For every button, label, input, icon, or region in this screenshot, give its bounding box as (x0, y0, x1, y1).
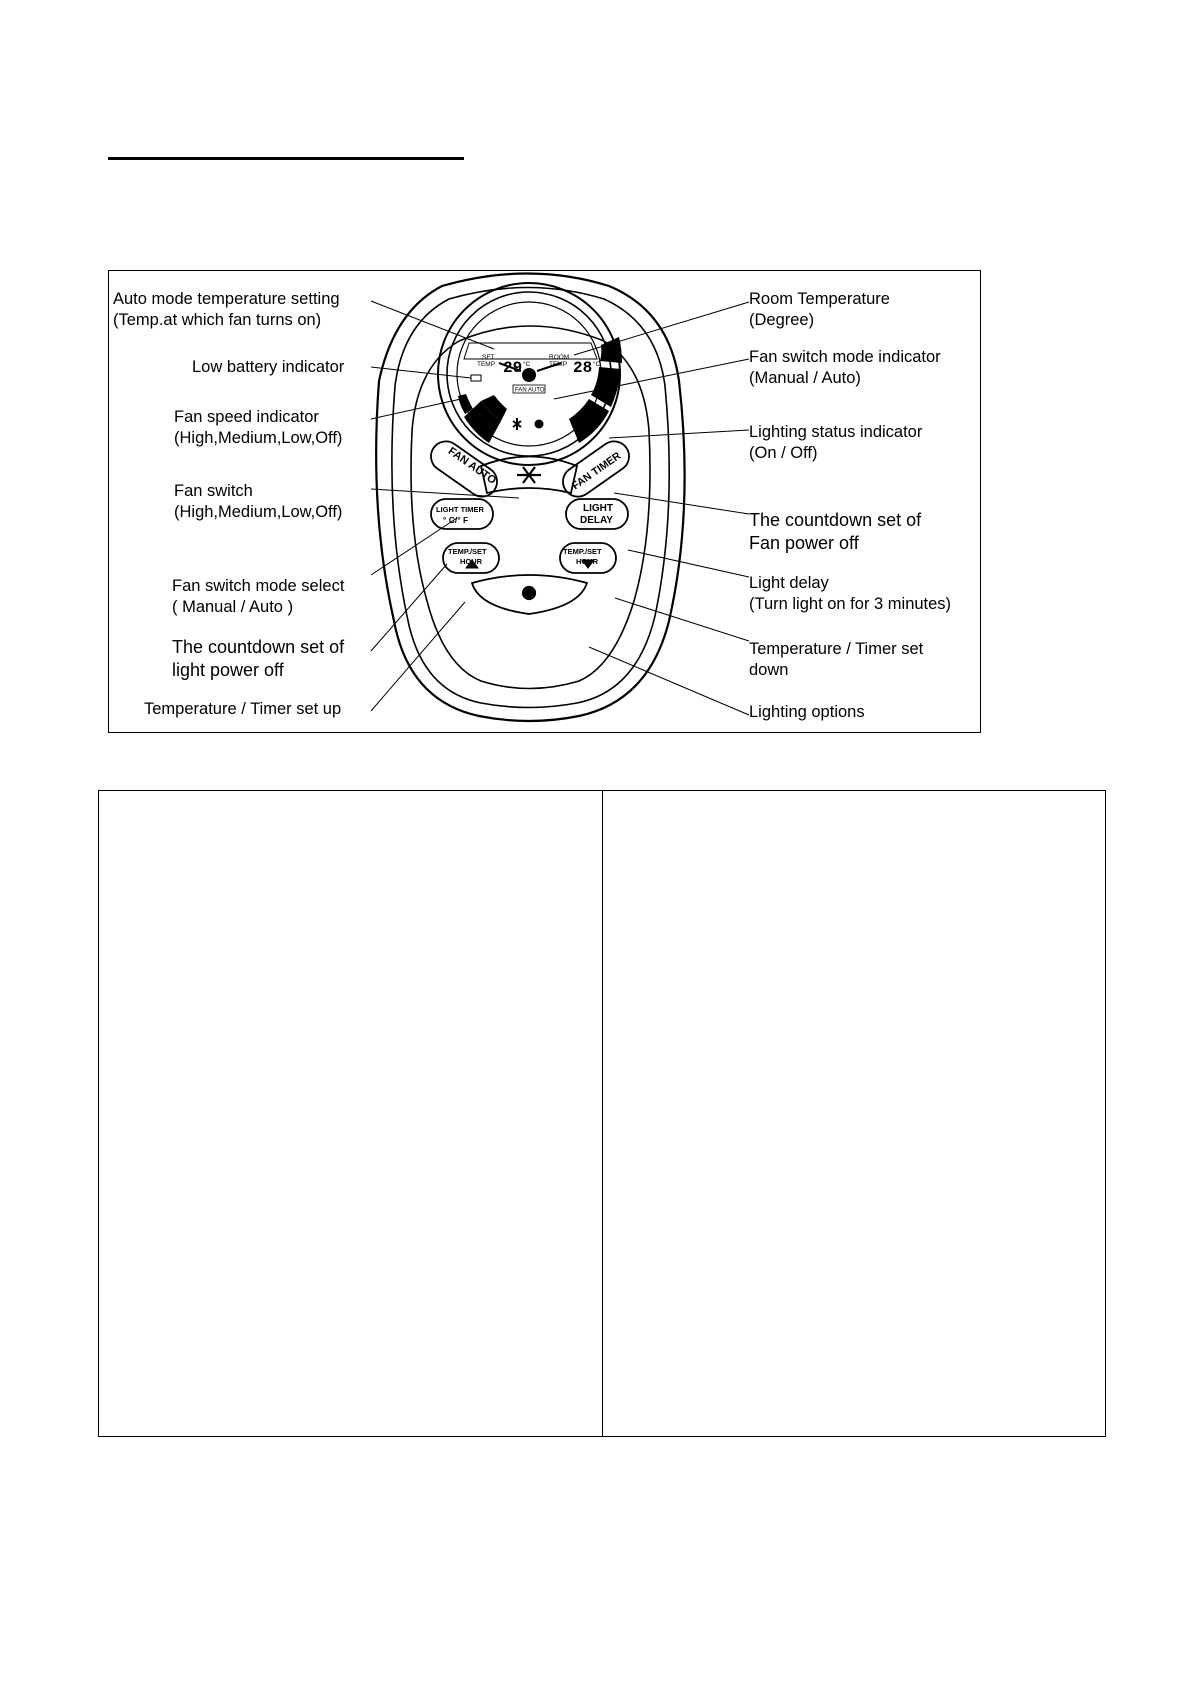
label-light-delay (749, 573, 951, 615)
label-lighting-options (749, 702, 865, 723)
label-line: ( Manual / Auto ) (172, 598, 294, 616)
label-line: Lighting status indicator (749, 423, 923, 441)
label-line: (Turn light on for 3 minutes) (749, 595, 952, 613)
label-temp-timer-up (144, 699, 341, 720)
temp-up-button-label-2: HOUR (460, 557, 483, 566)
fan-speed-bars (458, 394, 507, 443)
section-title-underline (108, 157, 464, 160)
remote-control-diagram (108, 270, 981, 733)
bulb-glyph-icon (536, 421, 543, 428)
temp-down-button-label-1: TEMP./SET (563, 547, 602, 556)
leader-light-timer (371, 564, 447, 651)
table-cell-right (602, 791, 1106, 1436)
label-line: (Manual / Auto) (749, 369, 861, 387)
label-line: Low battery indicator (192, 358, 345, 376)
lighting-options-glyph-icon (523, 587, 535, 599)
label-line: Fan switch (174, 482, 253, 500)
light-timer-button-label: LIGHT TIMER (436, 505, 484, 514)
room-temp-label: ROOM TEMP (549, 354, 570, 368)
fan-auto-button-label: FAN AUTO (445, 445, 499, 487)
label-line: (High,Medium,Low,Off) (174, 503, 343, 521)
fan-glyph-icon (513, 418, 521, 430)
label-low-battery (192, 357, 344, 378)
label-line: Fan switch mode select (172, 577, 345, 595)
table-cell-left (99, 791, 602, 1436)
label-line: Fan speed indicator (174, 408, 319, 426)
label-line: Fan power off (749, 533, 859, 553)
label-fan-speed (174, 407, 342, 449)
set-temp-label: SET TEMP (477, 354, 496, 368)
label-line: (Temp.at which fan turns on) (113, 311, 322, 329)
leader-temp-down (615, 598, 749, 641)
label-fan-countdown (749, 509, 921, 555)
label-line: (High,Medium,Low,Off) (174, 429, 343, 447)
label-line: Temperature / Timer set up (144, 700, 342, 718)
label-line: down (749, 661, 789, 679)
leader-low-battery (371, 367, 471, 378)
room-temp-unit: °C (593, 361, 601, 368)
leader-fan-timer (614, 493, 749, 514)
label-line: Temperature / Timer set (749, 640, 924, 658)
leader-lighting-status (609, 430, 749, 438)
label-light-countdown (172, 636, 344, 682)
label-auto-temp-setting (113, 289, 340, 331)
label-line: (Degree) (749, 311, 815, 329)
label-line: The countdown set of (172, 637, 345, 657)
temp-up-button-label-1: TEMP./SET (448, 547, 487, 556)
fan-switch-glyph-icon (517, 467, 541, 483)
fan-auto-badge-text: FAN AUTO (515, 387, 545, 394)
label-line: Auto mode temperature setting (113, 290, 340, 308)
battery-icon (471, 375, 481, 381)
label-mode-indicator (749, 347, 941, 389)
label-mode-select (172, 576, 344, 618)
leader-light-delay (628, 550, 749, 577)
set-temp-unit: °C (523, 361, 531, 368)
label-fan-switch (174, 481, 342, 523)
label-line: Light delay (749, 574, 829, 592)
temp-down-button-label-2: HOUR (576, 557, 599, 566)
light-timer-unit-label: ° C/° F (443, 515, 469, 525)
room-temp-value: 28 (573, 359, 593, 377)
light-delay-button-label-2: DELAY (580, 515, 613, 526)
label-line: light power off (172, 660, 284, 680)
label-line: Lighting options (749, 703, 865, 721)
label-line: Room Temperature (749, 290, 890, 308)
label-lighting-status (749, 422, 922, 464)
empty-two-column-table (98, 790, 1106, 1437)
label-room-temp (749, 289, 890, 331)
label-line: Fan switch mode indicator (749, 348, 941, 366)
remote-inner-shell (392, 288, 669, 708)
label-line: (On / Off) (749, 444, 818, 462)
label-temp-timer-down (749, 639, 923, 681)
display-glyphs (513, 418, 543, 430)
label-line: The countdown set of (749, 510, 922, 530)
set-temp-value: 29 (503, 359, 523, 377)
leader-room-temp (574, 302, 749, 355)
light-delay-button-label-1: LIGHT (583, 503, 613, 514)
fan-timer-button-label: FAN TIMER (569, 449, 624, 493)
leader-lighting-options (589, 647, 749, 715)
